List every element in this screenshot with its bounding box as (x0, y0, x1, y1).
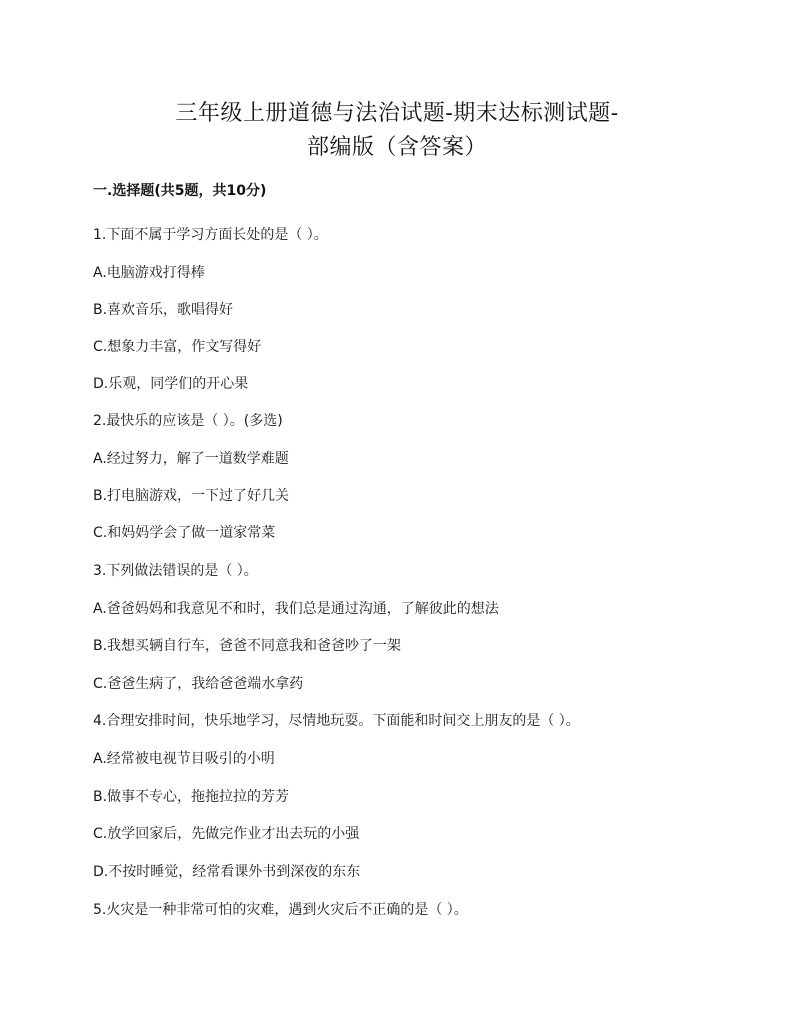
q2-option-b: B.打电脑游戏，一下过了好几关 (93, 488, 290, 504)
q1-option-b: B.喜欢音乐，歌唱得好 (93, 302, 234, 318)
q2-option-c: C.和妈妈学会了做一道家常菜 (93, 525, 276, 541)
q4-option-a: A.经常被电视节目吸引的小明 (93, 751, 275, 767)
q1-option-a: A.电脑游戏打得棒 (93, 265, 205, 281)
question-4: 4.合理安排时间，快乐地学习，尽情地玩耍。下面能和时间交上朋友的是（ ）。 (93, 713, 580, 729)
question-3: 3.下列做法错误的是（ ）。 (93, 563, 258, 579)
q3-option-a: A.爸爸妈妈和我意见不和时，我们总是通过沟通，了解彼此的想法 (93, 601, 499, 617)
q1-option-d: D.乐观，同学们的开心果 (93, 376, 249, 392)
question-1: 1.下面不属于学习方面长处的是（ ）。 (93, 227, 328, 243)
q4-option-b: B.做事不专心，拖拖拉拉的芳芳 (93, 789, 290, 805)
q3-option-c: C.爸爸生病了，我给爸爸端水拿药 (93, 676, 304, 692)
document-title-line-2: 部编版（含答案） (306, 135, 487, 160)
q4-option-c: C.放学回家后，先做完作业才出去玩的小强 (93, 826, 360, 842)
q3-option-b: B.我想买辆自行车，爸爸不同意我和爸爸吵了一架 (93, 638, 402, 654)
document-title-line-1: 三年级上册道德与法治试题-期末达标测试题- (175, 101, 619, 126)
question-5: 5.火灾是一种非常可怕的灾难，遇到火灾后不正确的是（ ）。 (93, 902, 468, 918)
q1-option-c: C.想象力丰富，作文写得好 (93, 339, 262, 355)
q4-option-d: D.不按时睡觉，经常看课外书到深夜的东东 (93, 864, 361, 880)
question-2: 2.最快乐的应该是（ ）。(多选) (93, 413, 283, 429)
q2-option-a: A.经过努力，解了一道数学难题 (93, 451, 289, 467)
section-heading: 一.选择题(共5题，共10分) (93, 183, 267, 199)
